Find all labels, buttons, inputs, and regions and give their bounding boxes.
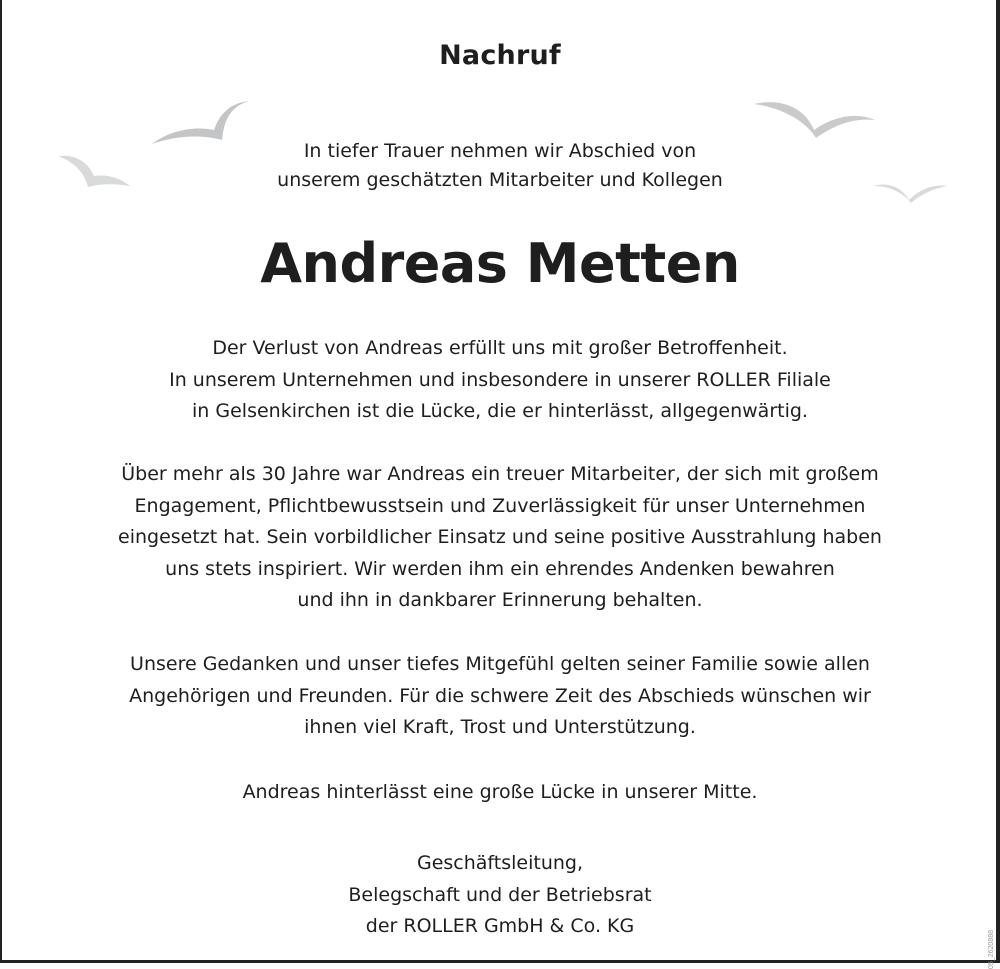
- text-line: Unsere Gedanken und unser tiefes Mitgefühl gelten seiner Familie sowie allen: [130, 653, 870, 675]
- text-line: ihnen viel Kraft, Trost und Unterstützung.: [304, 716, 696, 738]
- paragraph-1: [0, 333, 1000, 428]
- text-line: in Gelsenkirchen ist die Lücke, die er hinterlässt, allgegenwärtig.: [192, 400, 808, 422]
- signature-line: der ROLLER GmbH & Co. KG: [365, 915, 635, 937]
- intro-line: unserem geschätzten Mitarbeiter und Kollegen: [277, 169, 723, 191]
- text-line: und ihn in dankbarer Erinnerung behalten.: [297, 589, 703, 611]
- heading-nachruf: Nachruf: [439, 40, 561, 71]
- signature: [0, 848, 1000, 943]
- signature-line: Geschäftsleitung,: [416, 852, 584, 874]
- text-line: Über mehr als 30 Jahre war Andreas ein treuer Mitarbeiter, der sich mit großem: [121, 463, 879, 485]
- ad-code: 05_2620888: [988, 930, 995, 969]
- paragraph-3: [0, 649, 1000, 744]
- signature-line: Belegschaft und der Betriebsrat: [348, 883, 652, 906]
- text-line: In unserem Unternehmen und insbesondere in unserer ROLLER Filiale: [169, 368, 831, 391]
- text-line: uns stets inspiriert. Wir werden ihm ein ehrendes Andenken bewahren: [165, 557, 835, 580]
- intro-line: In tiefer Trauer nehmen wir Abschied von: [303, 140, 697, 162]
- text-line: Der Verlust von Andreas erfüllt uns mit großer Betroffenheit.: [212, 337, 788, 359]
- text-line: Engagement, Pflichtbewusstsein und Zuverlässigkeit für unser Unternehmen: [134, 494, 866, 517]
- bird-icon: [754, 100, 876, 140]
- intro-text: [0, 137, 1000, 195]
- deceased-name: Andreas Metten: [260, 232, 740, 295]
- text-line: Andreas hinterlässt eine große Lücke in unserer Mitte.: [242, 781, 758, 803]
- paragraph-2: [0, 459, 1000, 617]
- text-line: eingesetzt hat. Sein vorbildlicher Einsatz und seine positive Ausstrahlung haben: [118, 526, 882, 548]
- text-line: Angehörigen und Freunden. Für die schwere Zeit des Abschieds wünschen wir: [129, 684, 871, 707]
- paragraph-4: [0, 777, 1000, 809]
